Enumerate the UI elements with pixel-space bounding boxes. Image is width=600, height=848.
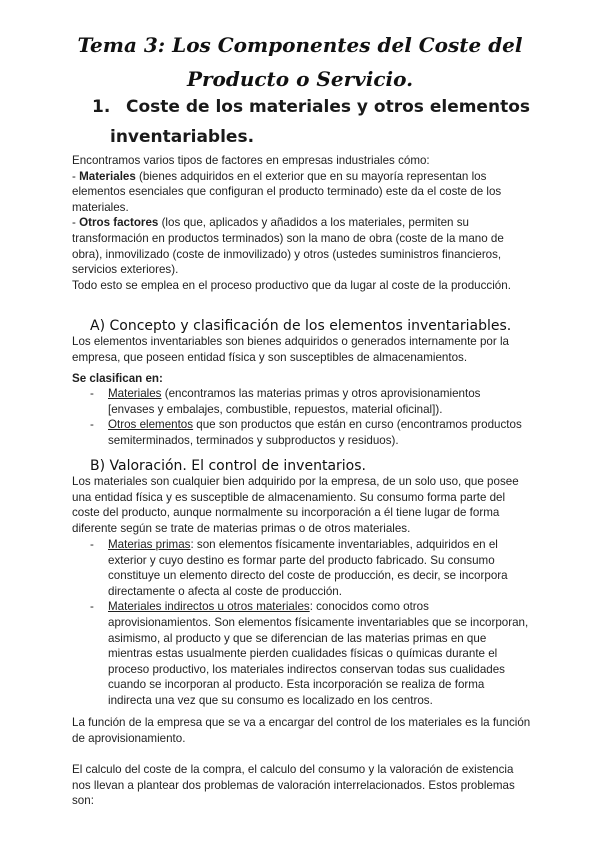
list-dash: - [90, 600, 94, 614]
list-term: Materiales [108, 387, 162, 400]
list-dash: - [90, 538, 94, 551]
list-text: que son productos que están en curso (encontramos productos semiterminados, terminados y subproductos y residuos). [108, 418, 522, 447]
section-a-heading: A) Concepto y clasificación de los elementos inventariables. [90, 318, 512, 334]
section-b-list [90, 537, 530, 709]
materiales-paragraph [72, 169, 532, 216]
section-a-paragraph: Los elementos inventariables son bienes adquiridos o generados internamente por la empresa, que poseen entidad física y son susceptibles de almacenamientos. [72, 335, 509, 364]
section-1-heading-line1: Coste de los materiales y otros elementos [126, 97, 530, 117]
list-item [90, 537, 530, 599]
otros-paragraph [72, 215, 532, 277]
list-dash: - [90, 387, 94, 400]
list-item [90, 599, 530, 708]
calculo-paragraph: El calculo del coste de la compra, el calculo del consumo y la valoración de existencia nos llevan a plantear dos problemas de valoración interrelacionados. Estos problemas son: [72, 763, 515, 808]
section-a-list [90, 386, 530, 448]
section-b-paragraph: Los materiales son cualquier bien adquirido por la empresa, de un solo uso, que posee una entidad física y es susceptible de almacenamiento. Su consumo forma parte del coste del producto, aunque normalmente su incorporación a él tiene lugar de forma diferente según se trate de materias primas o de otros materiales. [72, 475, 519, 535]
section-1-heading-line2: inventariables. [110, 127, 255, 147]
list-term: Materias primas [108, 538, 191, 551]
todo-paragraph: Todo esto se emplea en el proceso productivo que da lugar al coste de la producción. [72, 278, 511, 292]
materiales-term: Materiales [79, 169, 136, 183]
materiales-prefix: - [72, 169, 80, 183]
section-b-closing [72, 715, 532, 809]
section-b-heading: B) Valoración. El control de inventarios. [90, 458, 366, 474]
section-1-heading [92, 92, 532, 152]
otros-prefix: - [72, 216, 80, 230]
intro-block [72, 153, 532, 293]
funcion-paragraph: La función de la empresa que se va a encargar del control de los materiales es la función de aprovisionamiento. [72, 716, 531, 745]
list-text: (encontramos las materias primas y otros aprovisionamientos [envases y embalajes, combustible, repuestos, material oficinal]). [108, 387, 481, 416]
list-dash: - [90, 418, 94, 432]
intro-line: Encontramos varios tipos de factores en empresas industriales cómo: [72, 154, 430, 167]
list-item [90, 386, 530, 417]
page-title: Tema 3: Los Componentes del Coste del Producto o Servicio. [77, 33, 523, 91]
otros-text: (los que, aplicados y añadidos a los materiales, permiten su transformación en productos terminados) son la mano de obra (coste de la mano de obra), inmovilizado (coste de inmovilizado) y otros (ustedes suministros financieros, servicios exteriores). [72, 216, 504, 277]
otros-term: Otros factores [79, 216, 159, 230]
materiales-text: (bienes adquiridos en el exterior que en su mayoría representan los elementos esenciales que configuran el producto terminado) este da el coste de los materiales. [72, 169, 502, 214]
list-text: : son elementos físicamente inventariables, adquiridos en el exterior y cuyo destino es formar parte del producto fabricado. Su consumo constituye un elemento directo del coste de producción, es decir, se incorpora directamente o afecta al coste de producción. [108, 538, 508, 598]
clasifican-label: Se clasifican en: [72, 372, 163, 386]
list-term: Otros elementos [108, 418, 194, 432]
section-b-text [72, 474, 532, 536]
list-text: : conocidos como otros aprovisionamientos. Son elementos físicamente inventariables que se incorporan, asimismo, al producto y que se diferencian de las materias primas en que mientras estas usualmente pierden cualidades físicas o químicas durante el proceso productivo, los materiales indirectos conservan todas sus cualidades cuando se incorporan al producto. Esta incorporación se realiza de forma indirecta una vez que su consumo es localizado en los centros. [108, 600, 529, 707]
list-term: Materiales indirectos u otros materiales [108, 600, 310, 614]
list-item [90, 417, 530, 448]
section-1-number: 1. [92, 97, 111, 117]
section-a-text [72, 334, 532, 387]
